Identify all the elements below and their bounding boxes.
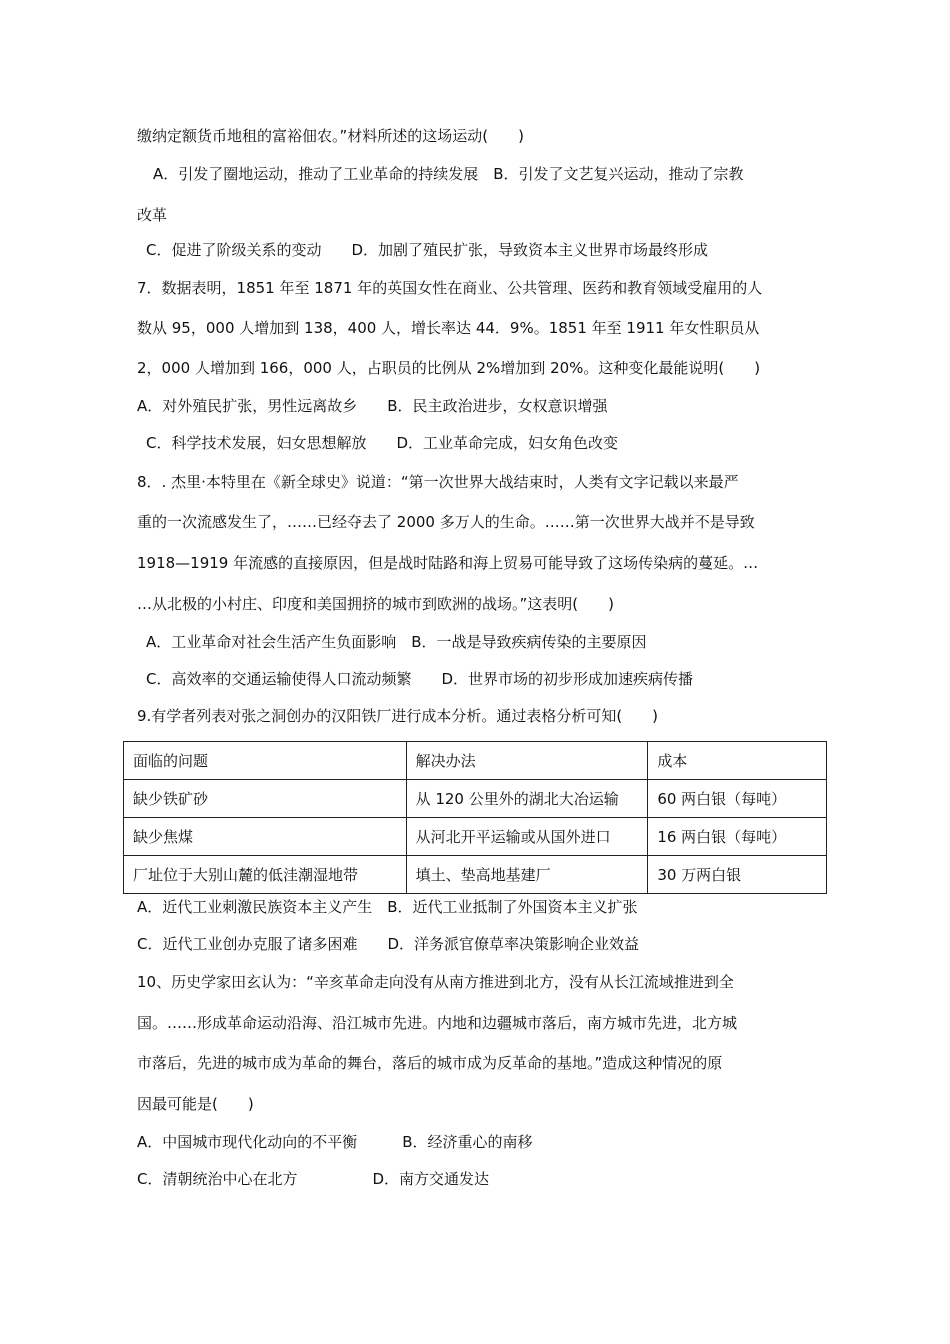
table-header-cell: 解决办法 (406, 742, 648, 780)
text-line: 1918—1919 年流感的直接原因，但是战时陆路和海上贸易可能导致了这场传染病的蔓延。… (137, 554, 759, 572)
option-line: C．高效率的交通运输使得人口流动频繁 D．世界市场的初步形成加速疾病传播 (146, 670, 694, 688)
table-cell: 缺少焦煤 (124, 818, 407, 856)
table-header-cell: 面临的问题 (124, 742, 407, 780)
text-line: 数从 95，000 人增加到 138，400 人，增长率达 44．9%。1851 年至 1911 年女性职员从 (137, 319, 760, 337)
text-line: 缴纳定额货币地租的富裕佃农。”材料所述的这场运动( ) (137, 127, 524, 145)
table-cell: 缺少铁矿砂 (124, 780, 407, 818)
option-line: C．清朝统治中心在北方 D．南方交通发达 (137, 1170, 490, 1188)
table-cell: 从 120 公里外的湖北大冶运输 (406, 780, 648, 818)
text-line: 因最可能是( ) (137, 1095, 254, 1113)
question-8: 8．. 杰里·本特里在《新全球史》说道：“第一次世界大战结束时，人类有文字记载以来最严 (137, 473, 739, 491)
question-7: 7．数据表明，1851 年至 1871 年的英国女性在商业、公共管理、医药和教育领域受雇用的人 (137, 279, 763, 297)
text-line: 国。……形成革命运动沿海、沿江城市先进。内地和边疆城市落后，南方城市先进，北方城 (137, 1014, 738, 1032)
table-header-row (124, 742, 827, 780)
cost-table (123, 741, 827, 894)
option-line: A．引发了圈地运动，推动了工业革命的持续发展 B．引发了文艺复兴运动，推动了宗教 (153, 165, 744, 183)
table-row (124, 818, 827, 856)
text-line: 改革 (137, 206, 168, 224)
text-line: 2，000 人增加到 166，000 人，占职员的比例从 2%增加到 20%。这种变化最能说明( ) (137, 359, 761, 377)
table-cell: 16 两白银（每吨） (648, 818, 827, 856)
option-line: C．科学技术发展，妇女思想解放 D．工业革命完成，妇女角色改变 (146, 434, 619, 452)
text-line: 市落后，先进的城市成为革命的舞台，落后的城市成为反革命的基地。”造成这种情况的原 (137, 1054, 723, 1072)
table-cell: 60 两白银（每吨） (648, 780, 827, 818)
table-cell: 30 万两白银 (648, 856, 827, 894)
table-cell: 填土、垫高地基建厂 (406, 856, 648, 894)
question-10: 10、历史学家田玄认为：“辛亥革命走向没有从南方推进到北方，没有从长江流域推进到全 (137, 973, 734, 991)
option-line: A．对外殖民扩张，男性远离故乡 B．民主政治进步，女权意识增强 (137, 397, 608, 415)
table-header-cell: 成本 (648, 742, 827, 780)
table-row (124, 856, 827, 894)
option-line: A．工业革命对社会生活产生负面影响 B．一战是导致疾病传染的主要原因 (146, 633, 647, 651)
text-line: 重的一次流感发生了，……已经夺去了 2000 多万人的生命。……第一次世界大战并不是导致 (137, 513, 755, 531)
table-row (124, 780, 827, 818)
option-line: A．中国城市现代化动向的不平衡 B．经济重心的南移 (137, 1133, 533, 1151)
option-line: C．近代工业创办克服了诸多困难 D．洋务派官僚草率决策影响企业效益 (137, 935, 640, 953)
table-cell: 从河北开平运输或从国外进口 (406, 818, 648, 856)
option-line: A．近代工业刺激民族资本主义产生 B．近代工业抵制了外国资本主义扩张 (137, 898, 638, 916)
question-9: 9.有学者列表对张之洞创办的汉阳铁厂进行成本分析。通过表格分析可知( ) (137, 707, 659, 725)
option-line: C．促进了阶级关系的变动 D．加剧了殖民扩张，导致资本主义世界市场最终形成 (146, 241, 709, 259)
table-cell: 厂址位于大别山麓的低洼潮湿地带 (124, 856, 407, 894)
text-line: …从北极的小村庄、印度和美国拥挤的城市到欧洲的战场。”这表明( ) (137, 595, 614, 613)
